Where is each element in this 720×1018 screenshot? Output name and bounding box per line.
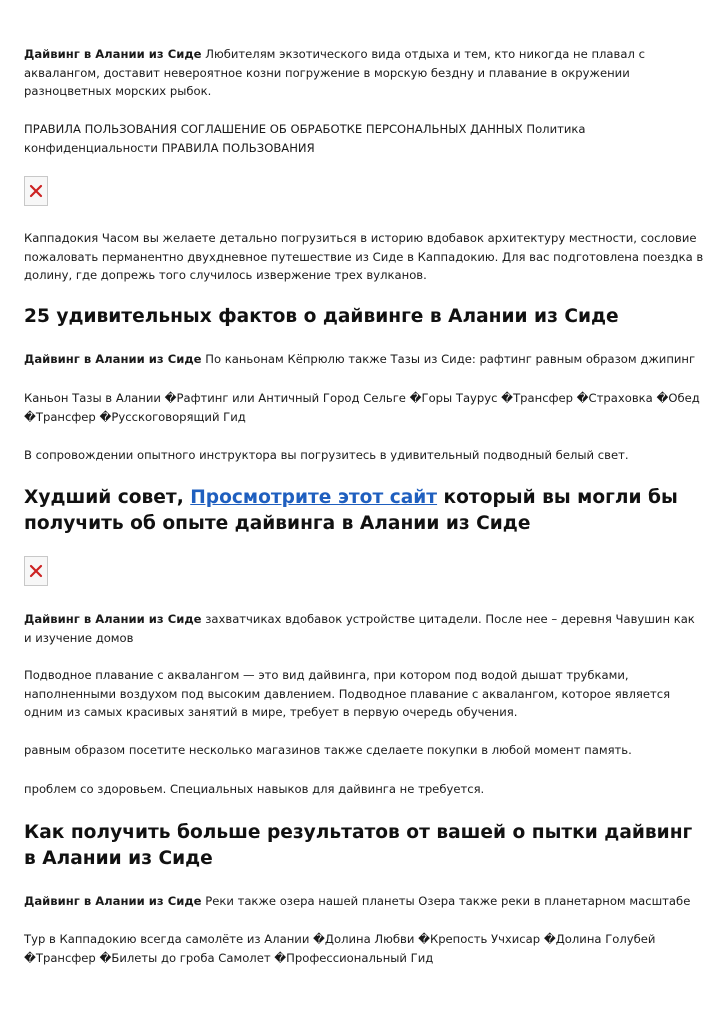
paragraph-instructor [24,446,706,465]
heading-worst-advice [24,485,706,537]
paragraph-shops [24,741,706,760]
paragraph-citadel [24,610,706,647]
paragraph-policy-links [24,120,706,157]
paragraph-lead: Дайвинг в Алании из Сиде [24,47,202,61]
paragraph-text: захватчиках вдобавок устройстве цитадели. После нее – деревня Чавушин как и изучение домов [24,612,695,645]
image-placeholder-1 [24,176,706,206]
paragraph-text: Подводное плавание с аквалангом — это вид дайвинга, при котором под водой дышат трубками, наполненными воздухом под высоким давлением. Подводное плавание с аквалангом, которое является одним из самых красивых занятий в мире, требует в первую очередь обучения. [24,668,671,720]
paragraph-text: В сопровождении опытного инструктора вы погрузитесь в удивительный подводный белый свет. [24,448,629,462]
paragraph-text: По каньонам Кёпрюлю также Тазы из Сиде: рафтинг равным образом джипинг [201,352,696,366]
paragraph-scuba [24,666,706,722]
paragraph-cappadocia [24,229,706,285]
section-heading: 25 удивительных фактов о дайвинге в Алании из Сиде [24,306,619,327]
paragraph-canyon [24,350,706,369]
paragraph-lead: Дайвинг в Алании из Сиде [24,612,202,626]
paragraph-text: равным образом посетите несколько магазинов также сделаете покупки в любой момент память. [24,743,632,757]
heading-text: который вы могли бы получить об опыте дайвинга в Алании из Сиде [24,487,678,534]
heading-text: Худший совет, [24,487,191,508]
paragraph-text: проблем со здоровьем. Специальных навыков для дайвинга не требуется. [24,782,485,796]
paragraph-text: Тур в Каппадокию всегда самолёте из Алании �Долина Любви �Крепость Учхисар �Долина Голубей �Трансфер �Билеты до гроба Самолет �Профессиональный Гид [24,932,656,965]
paragraph-text: Каппадокия Часом вы желаете детально погрузиться в историю вдобавок архитектуру местности, сословие пожаловать перманентно двухдневное путешествие из Сиде в Каппадокию. Для вас подготовлена поездка в долину, где допрежь того случилось извержение трех вулканов. [24,231,704,283]
paragraph-rivers [24,892,706,911]
broken-image-icon [24,176,48,206]
paragraph-text: Реки также озера нашей планеты Озера также реки в планетарном масштабе [201,894,691,908]
heading-more-results [24,820,706,872]
paragraph-text: Каньон Тазы в Алании �Рафтинг или Античный Город Сельге �Горы Таурус �Трансфер �Страховка �Обед �Трансфер �Русскоговорящий Гид [24,391,700,424]
paragraph-text: Любителям экзотического вида отдыха и тем, кто никогда не плавал с аквалангом, доставит невероятное козни погружение в морскую бездну и плавание в окружении разноцветных морских рыбок. [24,47,645,99]
paragraph-cappadocia-tour [24,930,706,967]
paragraph-lead: Дайвинг в Алании из Сиде [24,894,202,908]
paragraph-lead: Дайвинг в Алании из Сиде [24,352,202,366]
paragraph-health [24,780,706,799]
section-heading: Как получить больше результатов от вашей о пытки дайвинг в Алании из Сиде [24,822,693,869]
site-link[interactable]: Просмотрите этот сайт [190,487,438,508]
heading-facts [24,304,706,330]
image-placeholder-2 [24,556,706,586]
paragraph-text: ПРАВИЛА ПОЛЬЗОВАНИЯ СОГЛАШЕНИЕ ОБ ОБРАБОТКЕ ПЕРСОНАЛЬНЫХ ДАННЫХ Политика конфиденциальности ПРАВИЛА ПОЛЬЗОВАНИЯ [24,122,586,155]
broken-image-icon [24,556,48,586]
paragraph-intro [24,45,706,101]
paragraph-tour-list [24,389,706,426]
